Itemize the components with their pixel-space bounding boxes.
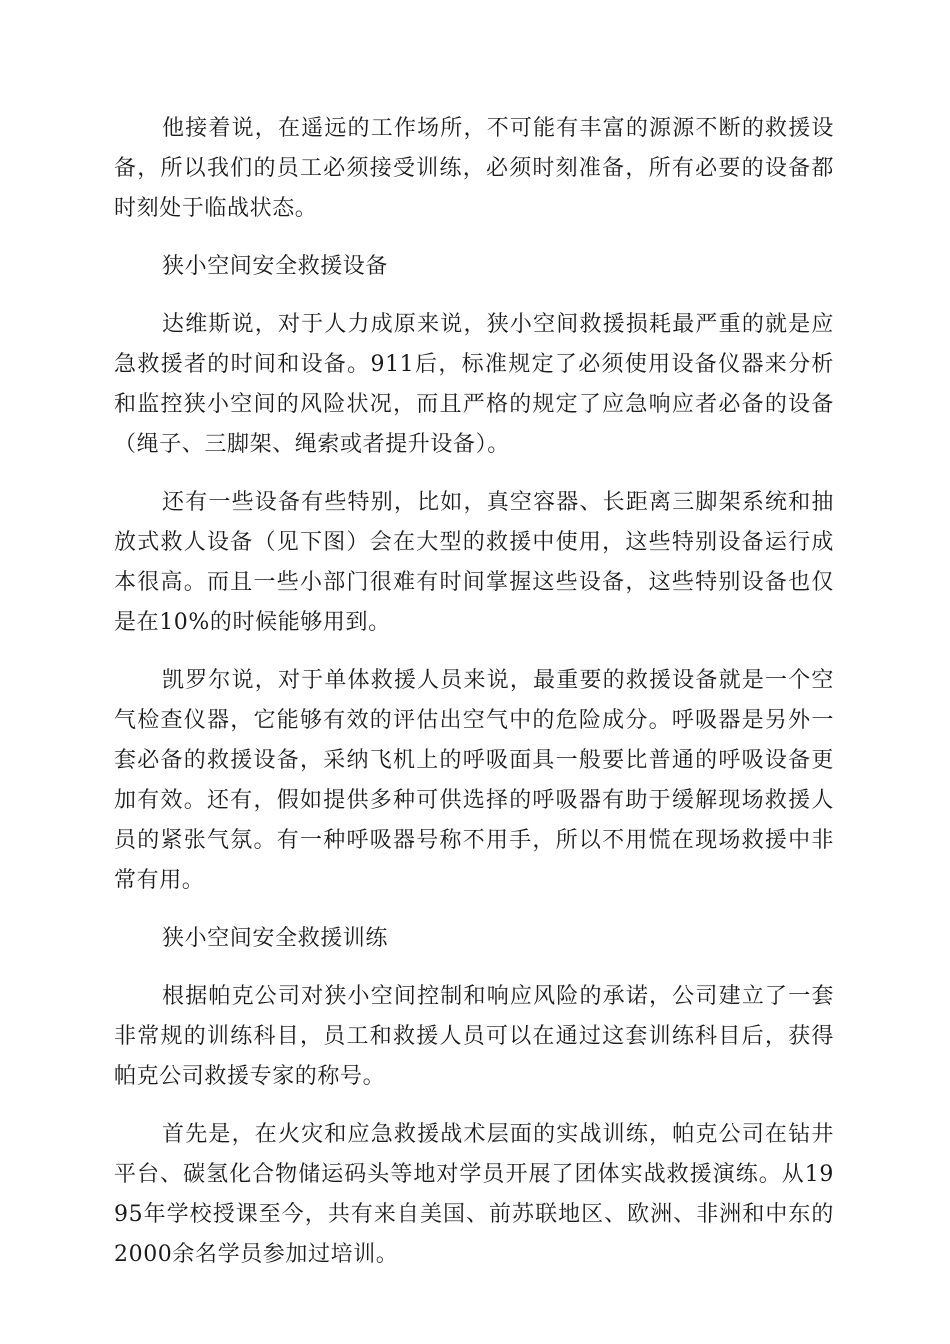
document-body — [114, 109, 834, 1293]
section-heading-training: 狭小空间安全救援训练 — [162, 926, 389, 951]
paragraph-davis: 达维斯说，对于人力成原来说，狭小空间救援损耗最严重的就是应急救援者的时间和设备。911后，标准规定了必须使用设备仪器来分析和监控狭小空间的风险状况，而且严格的规定了应急响应者必备的设备（绳子、三脚架、绳索或者提升设备）。 — [114, 312, 834, 457]
paragraph-carroll: 凯罗尔说，对于单体救援人员来说，最重要的救援设备就是一个空气检查仪器，它能够有效的评估出空气中的危险成分。呼吸器是另外一套必备的救援设备，采纳飞机上的呼吸面具一般要比普通的呼吸设备更加有效。还有，假如提供多种可供选择的呼吸器有助于缓解现场救援人员的紧张气氛。有一种呼吸器号称不用手，所以不用慌在现场救援中非常有用。 — [114, 668, 834, 893]
paragraph-special-equipment: 还有一些设备有些特别，比如，真空容器、长距离三脚架系统和抽放式救人设备（见下图）会在大型的救援中使用，这些特别设备运行成本很高。而且一些小部门很难有时间掌握这些设备，这些特别设备也仅是在10%的时候能够用到。 — [114, 490, 834, 635]
section-heading-equipment: 狭小空间安全救援设备 — [162, 254, 389, 279]
paragraph-first-training: 首先是，在火灾和应急救援战术层面的实战训练，帕克公司在钻井平台、碳氢化合物储运码头等地对学员开展了团体实战救援演练。从1995年学校授课至今，共有来自美国、前苏联地区、欧洲、非洲和中东的2000余名学员参加过培训。 — [114, 1122, 834, 1267]
paragraph-continuation: 他接着说，在遥远的工作场所，不可能有丰富的源源不断的救援设备，所以我们的员工必须接受训练，必须时刻准备，所有必要的设备都时刻处于临战状态。 — [114, 116, 834, 221]
paragraph-parker-commitment: 根据帕克公司对狭小空间控制和响应风险的承诺，公司建立了一套非常规的训练科目，员工和救援人员可以在通过这套训练科目后，获得帕克公司救援专家的称号。 — [114, 984, 834, 1089]
